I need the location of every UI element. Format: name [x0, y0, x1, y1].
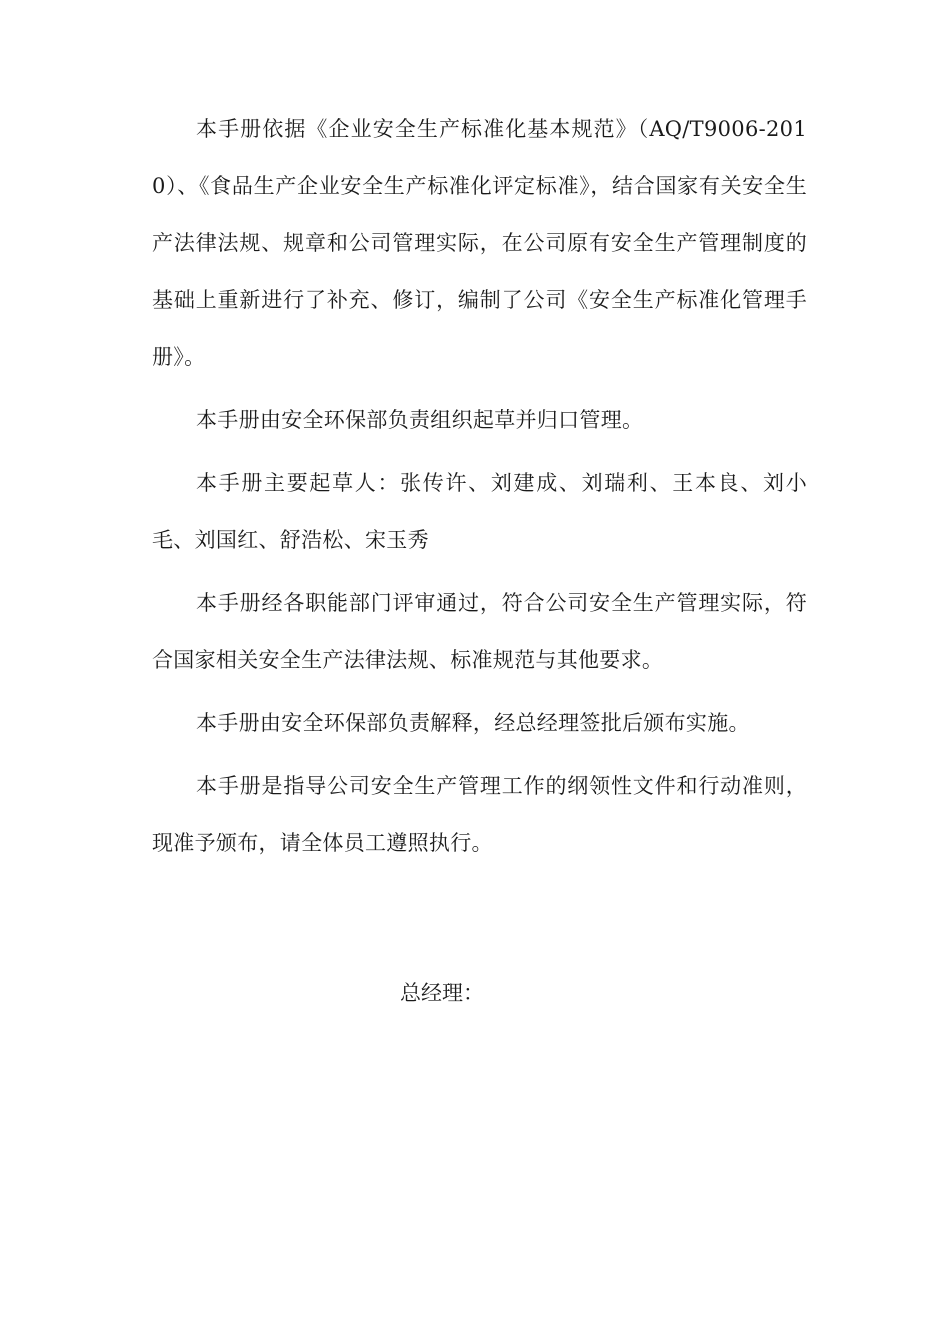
- paragraph-review: 本手册经各职能部门评审通过，符合公司安全生产管理实际，符合国家相关安全生产法律法规、标准规范与其他要求。: [152, 591, 807, 672]
- paragraph-basis: 本手册依据《企业安全生产标准化基本规范》（AQ/T9006-2010）、《食品生产企业安全生产标准化评定标准》，结合国家有关安全生产法律法规、规章和公司管理实际，在公司原有安全生产管理制度的基础上重新进行了补充、修订，编制了公司《安全生产标准化管理手册》。: [152, 117, 807, 369]
- paragraph-responsibility: 本手册由安全环保部负责组织起草并归口管理。: [196, 408, 644, 432]
- paragraph-promulgation: 本手册是指导公司安全生产管理工作的纲领性文件和行动准则，现准予颁布，请全体员工遵照执行。: [152, 774, 807, 855]
- signature-label: 总经理：: [400, 981, 484, 1005]
- document-body: [152, 101, 807, 872]
- paragraph-drafters: 本手册主要起草人：张传许、刘建成、刘瑞利、王本良、刘小毛、刘国红、舒浩松、宋玉秀: [152, 471, 807, 552]
- paragraph-interpretation: 本手册由安全环保部负责解释，经总经理签批后颁布实施。: [196, 711, 750, 735]
